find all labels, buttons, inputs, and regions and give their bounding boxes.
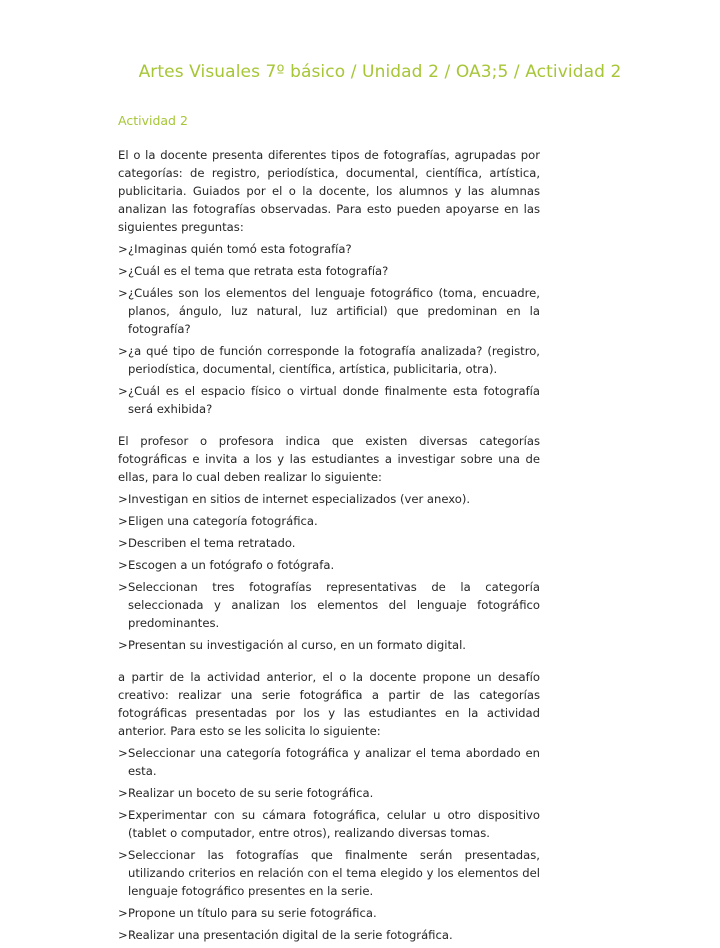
bullet-marker: > bbox=[118, 580, 128, 594]
bullet-marker: > bbox=[118, 264, 128, 278]
list-item bbox=[118, 382, 540, 418]
list-item bbox=[118, 904, 540, 922]
list-item bbox=[118, 512, 540, 530]
list-item-text: Eligen una categoría fotográfica. bbox=[128, 514, 318, 528]
bullet-marker: > bbox=[118, 536, 128, 550]
list-item bbox=[118, 578, 540, 632]
list-item bbox=[118, 342, 540, 378]
list-item bbox=[118, 846, 540, 900]
list-item bbox=[118, 556, 540, 574]
second-paragraph: El profesor o profesora indica que existen diversas categorías fotográficas e invita a los y las estudiantes a investigar sobre una de ellas, para lo cual deben realizar lo siguiente: bbox=[118, 434, 540, 484]
bullet-marker: > bbox=[118, 558, 128, 572]
list-item-text: ¿Cuál es el espacio físico o virtual donde finalmente esta fotografía será exhibida? bbox=[128, 384, 540, 416]
list-item-text: Experimentar con su cámara fotográfica, celular u otro dispositivo (tablet o computador, entre otros), realizando diversas tomas. bbox=[128, 808, 540, 840]
bullet-marker: > bbox=[118, 786, 128, 800]
list-item bbox=[118, 262, 540, 280]
bullet-marker: > bbox=[118, 242, 128, 256]
list-item-text: Seleccionar una categoría fotográfica y analizar el tema abordado en esta. bbox=[128, 746, 540, 778]
list-item bbox=[118, 240, 540, 258]
list-item-text: ¿Imaginas quién tomó esta fotografía? bbox=[128, 242, 352, 256]
third-paragraph: a partir de la actividad anterior, el o la docente propone un desafío creativo: realizar una serie fotográfica a partir de las categorías fotográficas presentadas por los y las estudiantes en la actividad anterior. Para esto se les solicita lo siguiente: bbox=[118, 670, 540, 738]
bullet-marker: > bbox=[118, 906, 128, 920]
list-item-text: Escogen a un fotógrafo o fotógrafa. bbox=[128, 558, 335, 572]
bullet-marker: > bbox=[118, 384, 128, 398]
list-item-text: ¿Cuál es el tema que retrata esta fotografía? bbox=[128, 264, 389, 278]
bullet-marker: > bbox=[118, 928, 128, 942]
list-item-text: ¿a qué tipo de función corresponde la fotografía analizada? (registro, periodística, documental, científica, artística, publicitaria, otra). bbox=[128, 344, 540, 376]
list-item bbox=[118, 806, 540, 842]
activity-heading: Actividad 2 bbox=[118, 113, 188, 128]
bullet-marker: > bbox=[118, 848, 128, 862]
bullet-marker: > bbox=[118, 746, 128, 760]
list-item bbox=[118, 490, 540, 508]
list-item-text: Realizar un boceto de su serie fotográfica. bbox=[128, 786, 374, 800]
list-item-text: Seleccionan tres fotografías representativas de la categoría seleccionada y analizan los elementos del lenguaje fotográfico predominantes. bbox=[128, 580, 540, 630]
page-title: Artes Visuales 7º básico / Unidad 2 / OA3;5 / Actividad 2 bbox=[138, 62, 622, 82]
list-item-text: Realizar una presentación digital de la serie fotográfica. bbox=[128, 928, 453, 942]
list-item-text: Propone un título para su serie fotográfica. bbox=[128, 906, 377, 920]
questions-list bbox=[118, 240, 540, 418]
bullet-marker: > bbox=[118, 492, 128, 506]
list-item bbox=[118, 284, 540, 338]
bullet-marker: > bbox=[118, 808, 128, 822]
activity-content bbox=[118, 112, 540, 948]
list-item-text: Describen el tema retratado. bbox=[128, 536, 296, 550]
research-steps-list bbox=[118, 490, 540, 654]
list-item bbox=[118, 926, 540, 944]
spacer bbox=[118, 422, 540, 432]
creative-steps-list bbox=[118, 744, 540, 944]
bullet-marker: > bbox=[118, 638, 128, 652]
list-item bbox=[118, 744, 540, 780]
spacer bbox=[118, 658, 540, 668]
list-item-text: Presentan su investigación al curso, en un formato digital. bbox=[128, 638, 466, 652]
list-item bbox=[118, 534, 540, 552]
bullet-marker: > bbox=[118, 286, 128, 300]
list-item-text: Investigan en sitios de internet especializados (ver anexo). bbox=[128, 492, 471, 506]
intro-paragraph: El o la docente presenta diferentes tipos de fotografías, agrupadas por categorías: de registro, periodística, documental, científica, artística, publicitaria. Guiados por el o la docente, los alumnos y las alumnas analizan las fotografías observadas. Para esto pueden apoyarse en las siguientes preguntas: bbox=[118, 148, 540, 234]
list-item-text: ¿Cuáles son los elementos del lenguaje fotográfico (toma, encuadre, planos, ángulo, luz natural, luz artificial) que predominan en la fotografía? bbox=[128, 286, 540, 336]
list-item bbox=[118, 784, 540, 802]
list-item bbox=[118, 636, 540, 654]
list-item-text: Seleccionar las fotografías que finalmente serán presentadas, utilizando criterios en relación con el tema elegido y los elementos del lenguaje fotográfico presentes en la serie. bbox=[128, 848, 540, 898]
bullet-marker: > bbox=[118, 514, 128, 528]
bullet-marker: > bbox=[118, 344, 128, 358]
